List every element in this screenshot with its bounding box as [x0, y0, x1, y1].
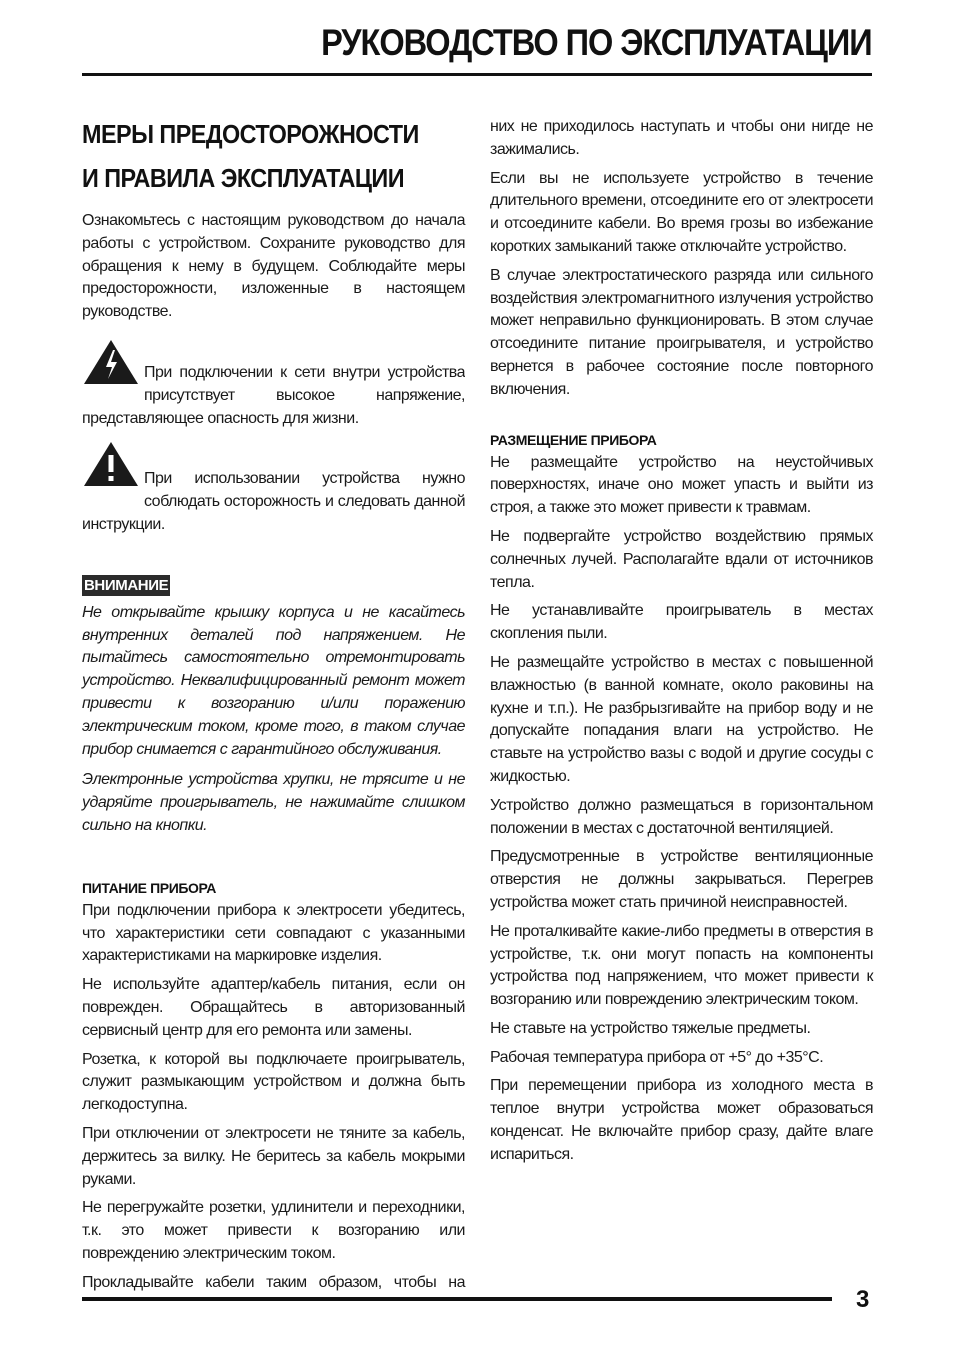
placement-paragraph: Не подвергайте устройство воздействию прямых солнечных лучей. Располагайте вдали от источников тепла.	[490, 527, 873, 591]
placement-paragraph: Устройство должно размещаться в горизонтальном положении в местах с достаточной вентиляцией.	[490, 796, 873, 837]
high-voltage-warning-icon	[82, 340, 140, 391]
footer-divider	[82, 1297, 832, 1301]
page-number: 3	[856, 1286, 870, 1313]
electric-shock-warning	[82, 340, 465, 430]
right-paragraph: В случае электростатического разряда или сильного воздействия электромагнитного излучения устройство может неправильно функционировать. В этом случае отсоедините питание проигрывателя, и устройство вернется в рабочее состояние после повторного включения.	[490, 266, 873, 398]
power-paragraph: Не перегружайте розетки, удлинители и переходники, т.к. это может привести к возгоранию или повреждению электрическим током.	[82, 1199, 465, 1262]
attention-label: ВНИМАНИЕ	[84, 576, 169, 594]
placement-heading: РАЗМЕЩЕНИЕ ПРИБОРА	[490, 431, 657, 448]
power-paragraph: Розетка, к которой вы подключаете проигрыватель, служит размыкающим устройством и должна быть легкодоступна.	[82, 1050, 465, 1114]
electric-shock-warning-text: При подключении к сети внутри устройства присутствует высокое напряжение, представляющее опасность для жизни.	[82, 363, 465, 427]
caution-warning	[82, 442, 465, 536]
page-header-title: РУКОВОДСТВО ПО ЭКСПЛУАТАЦИИ	[321, 22, 872, 63]
power-paragraph: Прокладывайте кабели таким образом, чтобы на	[82, 1273, 465, 1291]
right-paragraph: них не приходилось наступать и чтобы они нигде не зажимались.	[490, 118, 873, 158]
exclamation-warning-icon	[82, 442, 140, 493]
placement-paragraph: Не ставьте на устройство тяжелые предметы.	[490, 1019, 811, 1037]
power-heading: ПИТАНИЕ ПРИБОРА	[82, 879, 216, 896]
placement-paragraph: Рабочая температура прибора от +5° до +35°C.	[490, 1048, 824, 1066]
power-paragraph: При отключении от электросети не тяните за кабель, держитесь за вилку. Не беритесь за кабель мокрыми руками.	[82, 1124, 465, 1188]
placement-paragraph: Не проталкивайте какие-либо предметы в отверстия в устройстве, т.к. они могут попасть на компоненты устройства под напряжением, что может привести к возгоранию или повреждению электрическим током.	[490, 922, 873, 1009]
header-divider	[82, 73, 872, 76]
placement-paragraph: Не размещайте устройство в местах с повышенной влажностью (в ванной комнате, около раковины на кухне и т.п.). Не разбрызгивайте на прибор воду и не допускайте попадания влаги на устройство. Не ставьте на устройство вазы с водой и другие сосуды с жидкостью.	[490, 653, 873, 785]
intro-paragraph: Ознакомьтесь с настоящим руководством до начала работы с устройством. Сохраните руководство для обращения к нему в будущем. Соблюдайте меры предосторожности, изложенные в настоящем руководстве.	[82, 212, 465, 321]
section-title-line-1: МЕРЫ ПРЕДОСТОРОЖНОСТИ	[82, 119, 419, 149]
placement-paragraph: Не размещайте устройство на неустойчивых поверхностях, иначе оно может упасть и выйти из строя, а также это может привести к травмам.	[490, 453, 873, 517]
placement-paragraph: Не устанавливайте проигрыватель в местах скопления пыли.	[490, 602, 873, 643]
left-column	[82, 112, 465, 1300]
attention-paragraph-2: Электронные устройства хрупки, не трясите и не ударяйте проигрыватель, не нажимайте слишком сильно на кнопки.	[82, 771, 465, 834]
placement-paragraph: Предусмотренные в устройстве вентиляционные отверстия не должны закрываться. Перегрев устройства может стать причиной неисправностей.	[490, 848, 873, 911]
section-title-line-2: И ПРАВИЛА ЭКСПЛУАТАЦИИ	[82, 163, 404, 193]
power-paragraph: Не используйте адаптер/кабель питания, если он поврежден. Обращайтесь в авторизованный сервисный центр для его ремонта или замены.	[82, 976, 465, 1039]
right-column	[490, 116, 873, 1173]
attention-paragraph-1: Не открывайте крышку корпуса и не касайтесь внутренних деталей под напряжением. Не пытайтесь самостоятельно отремонтировать устройство. Неквалифицированный ремонт может привести к возгоранию и/или поражению электрическим током, кроме того, в таком случае прибор снимается с гарантийного обслуживания.	[82, 603, 465, 758]
right-paragraph: Если вы не используете устройство в течение длительного времени, отсоедините его от электросети и отсоедините кабели. Во время грозы во избежание коротких замыканий также отключайте устройство.	[490, 169, 873, 255]
power-paragraph: При подключении прибора к электросети убедитесь, что характеристики сети совпадают с указанными характеристиками на маркировке изделия.	[82, 901, 465, 965]
caution-warning-text: При использовании устройства нужно соблюдать осторожность и следовать данной инструкции.	[82, 470, 465, 533]
placement-paragraph: При перемещении прибора из холодного места в теплое внутри устройства может образоваться конденсат. Не включайте прибор сразу, дайте влаге испариться.	[490, 1077, 873, 1163]
